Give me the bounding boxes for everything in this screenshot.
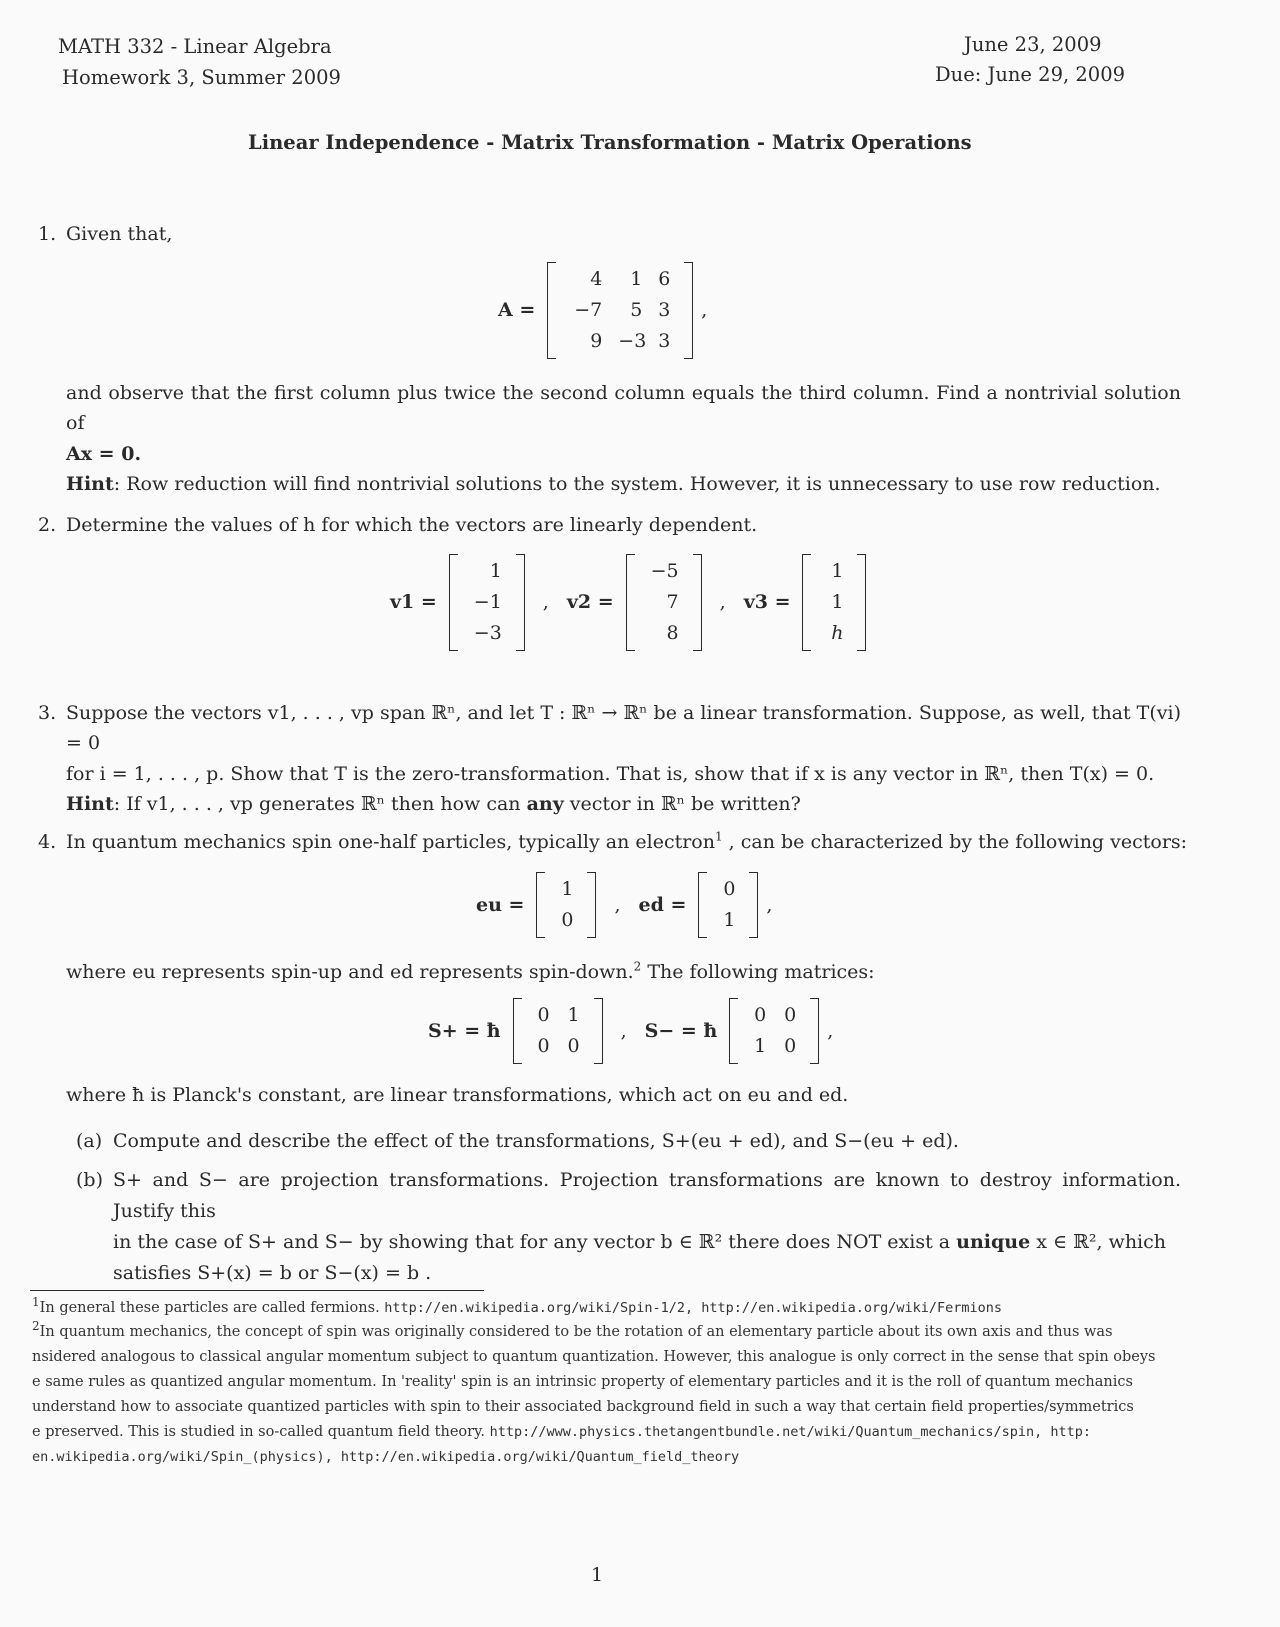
ed-cells — [707, 872, 749, 938]
matrix-cell: 0 — [754, 1004, 767, 1026]
part-a-label: (a) — [76, 1130, 103, 1152]
left-bracket — [536, 872, 545, 938]
footnote-2-line-1: In quantum mechanics, the concept of spin was originally considered to be the rotation of an elementary particle about its own axis and thus was — [39, 1324, 1113, 1340]
matrix-a-equation — [498, 262, 707, 359]
left-bracket — [698, 872, 707, 938]
matrix-cell: 3 — [658, 299, 671, 321]
problem-3-hint-b: vector in ℝⁿ be written? — [563, 793, 801, 816]
part-b-line-1: S+ and S− are projection transformations. Projection transformations are known to destroy information. Justify this — [113, 1169, 1181, 1222]
footnote-1-links[interactable]: http://en.wikipedia.org/wiki/Spin-1/2, http://en.wikipedia.org/wiki/Fermions — [384, 1300, 1003, 1316]
matrix-cell: 9 — [590, 330, 603, 352]
matrix-splus — [513, 998, 603, 1064]
matrix-a-comma: , — [701, 299, 708, 322]
vector-cell: 1 — [489, 560, 502, 582]
footnote-1 — [32, 1296, 1192, 1321]
problem-4-where-1 — [66, 957, 875, 987]
vector-cell: −1 — [473, 591, 502, 613]
sminus-cells — [738, 998, 810, 1064]
footnote-ref-1: 1 — [715, 829, 723, 844]
v1-cells — [458, 554, 516, 651]
separator-comma: , — [620, 1019, 627, 1042]
separator-comma: , — [719, 591, 726, 614]
problem-1-intro: Given that, — [66, 223, 173, 245]
problem-1-hint: : Row reduction will find nontrivial solutions to the system. However, it is unnecessary to use row reduction. — [113, 473, 1161, 496]
problem-2-text: Determine the values of h for which the vectors are linearly dependent. — [66, 514, 758, 536]
matrix-cell: 4 — [590, 268, 603, 290]
right-bracket — [594, 998, 603, 1064]
separator-comma: , — [614, 893, 621, 916]
vector-cell: 1 — [561, 878, 574, 900]
separator-comma: , — [827, 1019, 834, 1042]
footnote-2-link-b[interactable]: en.wikipedia.org/wiki/Spin_(physics), http://en.wikipedia.org/wiki/Quantum_field_theory — [32, 1449, 740, 1465]
problem-1-body-text: and observe that the first column plus twice the second column equals the third column. Find a nontrivial solution of — [66, 382, 1181, 435]
matrix-a — [547, 262, 693, 359]
footnote-2-line-3: e same rules as quantized angular momentum. In 'reality' spin is an intrinsic property of elementary particles and it is the roll of quantum mechanics — [32, 1374, 1133, 1390]
vector-cell: 7 — [666, 591, 679, 613]
footnote-2 — [32, 1320, 1192, 1470]
vector-cell: 0 — [723, 878, 736, 900]
problem-3-number: 3. — [38, 702, 57, 724]
matrix-cell: −7 — [574, 299, 603, 321]
problem-4-where-2: where ħ is Planck's constant, are linear transformations, which act on eu and ed. — [66, 1084, 849, 1106]
separator-comma: , — [542, 591, 549, 614]
footnote-1-mark: 1 — [32, 1295, 40, 1310]
vector-cell: 1 — [723, 909, 736, 931]
right-bracket — [693, 554, 702, 651]
problem-4-intro — [66, 827, 1187, 857]
problem-4-intro-text: In quantum mechanics spin one-half particles, typically an electron — [66, 831, 715, 853]
problem-1-equation: Ax = 0. — [66, 442, 142, 465]
vector-v3 — [802, 554, 866, 651]
matrix-cell: 0 — [784, 1004, 797, 1026]
part-b-line-2a: in the case of S+ and S− by showing that for any vector b ∈ ℝ² there does NOT exist a — [113, 1231, 957, 1253]
footnote-ref-2: 2 — [633, 959, 642, 974]
splus-cells — [522, 998, 594, 1064]
problem-3-hint-any: any — [526, 793, 564, 816]
v2-cells — [635, 554, 693, 651]
right-bracket — [749, 872, 758, 938]
v2-label: v2 = — [566, 591, 614, 614]
v1-label: v1 = — [390, 591, 437, 614]
left-bracket — [547, 262, 556, 359]
right-bracket — [684, 262, 693, 359]
matrix-cell: −3 — [618, 330, 647, 352]
problem-2-number: 2. — [38, 514, 57, 536]
spin-matrices-equation — [428, 998, 833, 1064]
matrix-cell: 1 — [754, 1035, 767, 1057]
separator-comma: , — [766, 893, 773, 916]
right-bracket — [857, 554, 866, 651]
where-1-text: where eu represents spin-up and ed represents spin-down. — [66, 961, 634, 983]
vector-cell: −5 — [650, 560, 679, 582]
left-bracket — [802, 554, 811, 651]
vector-ed — [698, 872, 758, 938]
assigned-date: June 23, 2009 — [964, 33, 1102, 56]
right-bracket — [516, 554, 525, 651]
left-bracket — [449, 554, 458, 651]
part-b-body — [113, 1165, 1181, 1289]
right-bracket — [810, 998, 819, 1064]
matrix-a-label: A = — [498, 299, 536, 322]
footnote-rule — [30, 1290, 484, 1291]
matrix-cell: 1 — [630, 268, 643, 290]
spin-vectors-equation — [476, 872, 772, 938]
part-b-line-3: satisfies S+(x) = b or S−(x) = b . — [113, 1262, 432, 1284]
matrix-cell: 5 — [630, 299, 643, 321]
v3-cells — [811, 554, 857, 651]
matrix-cell: 3 — [658, 330, 671, 352]
matrix-cell: 0 — [784, 1035, 797, 1057]
vectors-equation — [390, 554, 866, 651]
vector-cell: 1 — [831, 560, 844, 582]
part-b-line-2b: x ∈ ℝ², which — [1030, 1231, 1167, 1253]
sminus-label: S− = ħ — [644, 1019, 718, 1042]
where-1-end: The following matrices: — [641, 961, 875, 983]
page-title: Linear Independence - Matrix Transformation - Matrix Operations — [248, 131, 972, 154]
part-b-label: (b) — [76, 1169, 103, 1191]
eu-cells — [545, 872, 587, 938]
problem-4-number: 4. — [38, 831, 57, 853]
part-a-text: Compute and describe the effect of the transformations, S+(eu + ed), and S−(eu + ed). — [113, 1130, 959, 1152]
footnote-2-line-4: understand how to associate quantized particles with spin to their associated background field in such a way that certain field properties/symmetrics — [32, 1399, 1134, 1415]
footnote-2-link-a[interactable]: http://www.physics.thetangentbundle.net/wiki/Quantum_mechanics/spin, http: — [489, 1424, 1092, 1440]
footnote-1-text: In general these particles are called fermions. — [39, 1300, 385, 1316]
splus-label: S+ = ħ — [428, 1019, 501, 1042]
problem-4-intro-end: , can be characterized by the following vectors: — [722, 831, 1188, 853]
matrix-cell: 6 — [658, 268, 671, 290]
left-bracket — [729, 998, 738, 1064]
problem-3-hint-label: Hint — [66, 793, 114, 816]
page-number: 1 — [591, 1564, 604, 1586]
problem-3-line-1: Suppose the vectors v1, . . . , vp span ℝⁿ, and let T : ℝⁿ → ℝⁿ be a linear transformation. Suppose, as well, that T(vi) = 0 — [66, 702, 1181, 755]
footnote-2-mark: 2 — [32, 1319, 40, 1334]
footnote-2-line-5a: e preserved. This is studied in so-called quantum field theory. — [32, 1424, 490, 1440]
left-bracket — [626, 554, 635, 651]
left-bracket — [513, 998, 522, 1064]
vector-v1 — [449, 554, 525, 651]
vector-v2 — [626, 554, 702, 651]
problem-3-hint-a: : If v1, . . . , vp generates ℝⁿ then how can — [113, 793, 527, 816]
matrix-cell: 1 — [567, 1004, 580, 1026]
matrix-sminus — [729, 998, 819, 1064]
eu-label: eu = — [476, 893, 525, 916]
due-date: Due: June 29, 2009 — [935, 63, 1126, 86]
vector-eu — [536, 872, 596, 938]
matrix-cell: 0 — [567, 1035, 580, 1057]
problem-1-number: 1. — [38, 223, 57, 245]
problem-3-line-2: for i = 1, . . . , p. Show that T is the zero-transformation. That is, show that if x is any vector in ℝⁿ, then T(x) = 0. — [66, 762, 1155, 785]
vector-cell: 8 — [666, 622, 679, 644]
course-title: MATH 332 - Linear Algebra — [58, 35, 332, 58]
part-b-unique: unique — [956, 1231, 1031, 1253]
problem-1-body — [66, 378, 1181, 500]
v3-label: v3 = — [743, 591, 791, 614]
matrix-a-cells — [556, 262, 684, 359]
vector-cell: h — [831, 622, 844, 644]
problem-1-hint-label: Hint — [66, 473, 114, 496]
homework-title: Homework 3, Summer 2009 — [62, 66, 341, 89]
right-bracket — [587, 872, 596, 938]
vector-cell: 1 — [831, 591, 844, 613]
vector-cell: −3 — [473, 622, 502, 644]
problem-3-body — [66, 698, 1181, 820]
matrix-cell: 0 — [537, 1035, 550, 1057]
matrix-cell: 0 — [537, 1004, 550, 1026]
ed-label: ed = — [638, 893, 687, 916]
footnote-2-line-2: nsidered analogous to classical angular momentum subject to quantum quantization. However, this analogue is only correct in the sense that spin obeys — [32, 1349, 1156, 1365]
vector-cell: 0 — [561, 909, 574, 931]
